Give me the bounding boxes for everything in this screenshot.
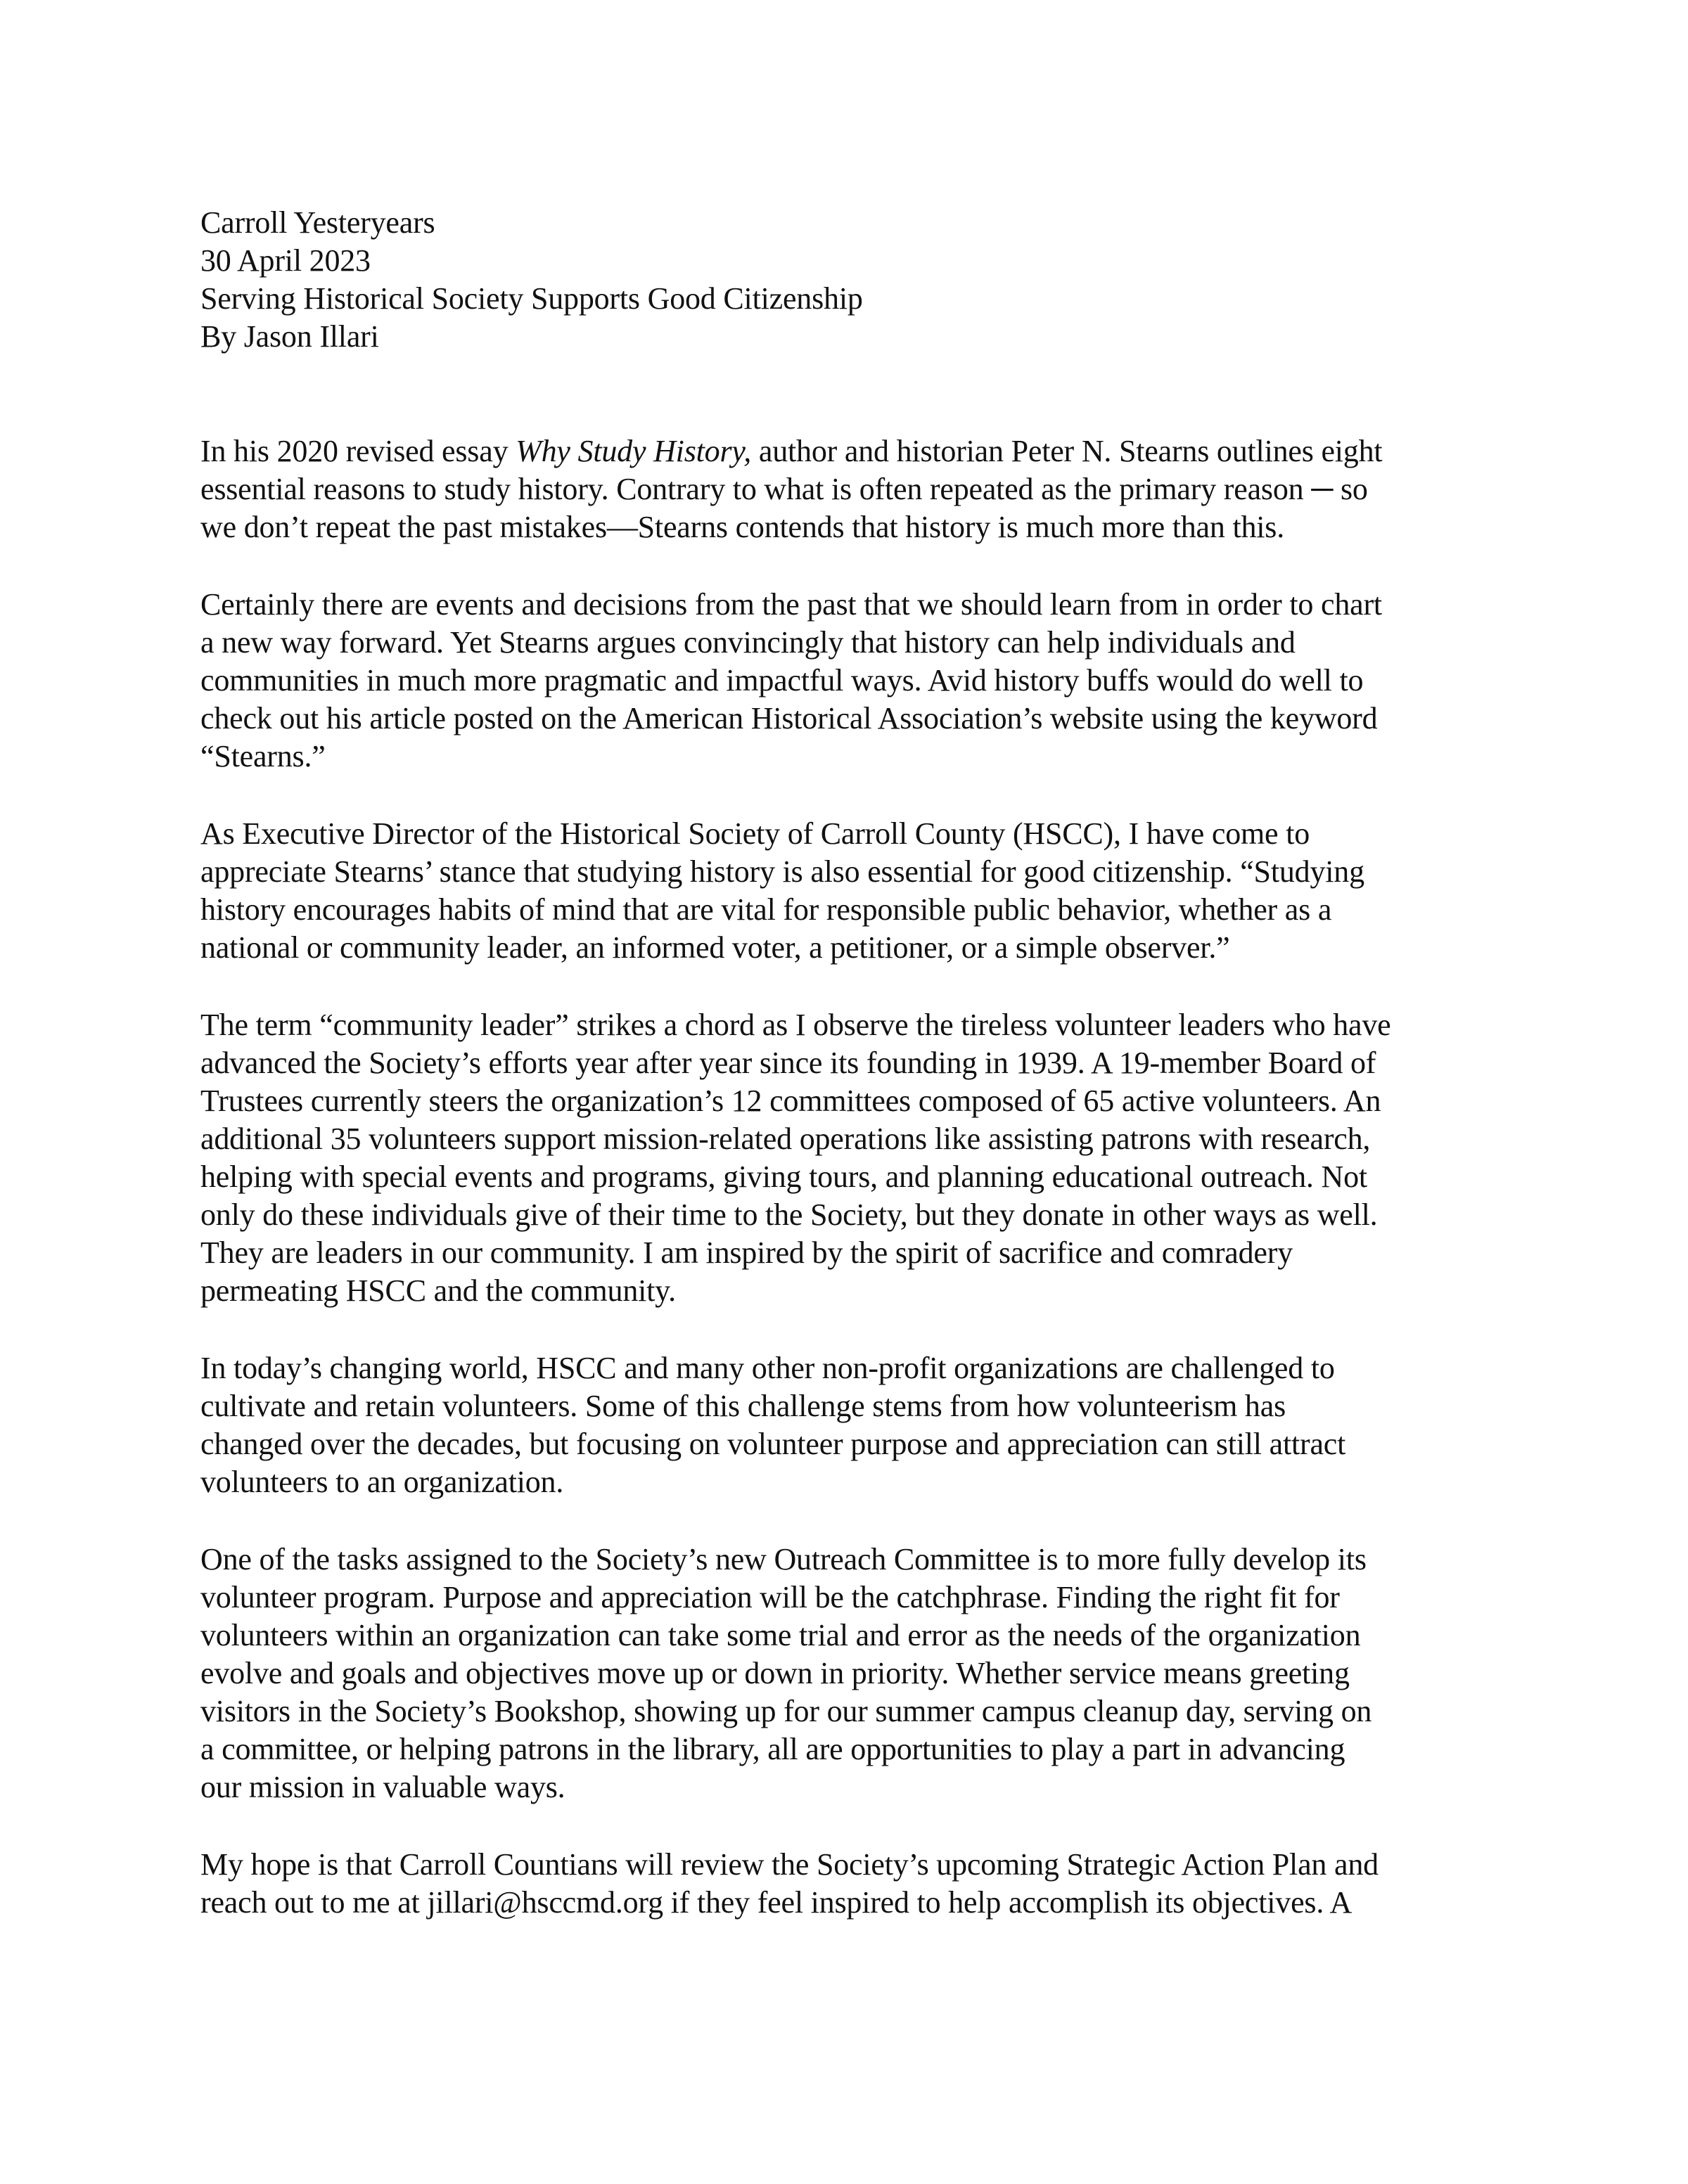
byline: By Jason Illari <box>200 319 379 354</box>
text-span: In his 2020 revised essay <box>200 434 516 468</box>
paragraph-line <box>200 432 1382 470</box>
paragraph-line: advanced the Society’s efforts year after year since its founding in 1939. A 19-member Board of <box>200 1046 1376 1080</box>
paragraph-line: appreciate Stearns’ stance that studying history is also essential for good citizenship. “Studying <box>200 854 1364 889</box>
paragraph-line: reach out to me at jillari@hsccmd.org if they feel inspired to help accomplish its objectives. A <box>200 1885 1353 1920</box>
paragraph-line: volunteer program. Purpose and appreciation will be the catchphrase. Finding the right fit for <box>200 1580 1340 1614</box>
paragraph-line: we don’t repeat the past mistakes—Stearns contends that history is much more than this. <box>200 510 1285 544</box>
paragraph-line: In today’s changing world, HSCC and many other non-profit organizations are challenged to <box>200 1351 1335 1385</box>
paragraph-line: “Stearns.” <box>200 739 326 773</box>
paragraph-line: One of the tasks assigned to the Society’s new Outreach Committee is to more fully develop its <box>200 1542 1367 1576</box>
paragraph-line: national or community leader, an informed voter, a petitioner, or a simple observer.” <box>200 930 1230 965</box>
paragraph-line: My hope is that Carroll Countians will review the Society’s upcoming Strategic Action Plan and <box>200 1847 1379 1882</box>
paragraph-line: a committee, or helping patrons in the library, all are opportunities to play a part in advancing <box>200 1732 1345 1766</box>
paragraph-line: The term “community leader” strikes a chord as I observe the tireless volunteer leaders who have <box>200 1008 1391 1042</box>
paragraph-line: only do these individuals give of their time to the Society, but they donate in other ways as well. <box>200 1197 1378 1232</box>
paragraph-line: permeating HSCC and the community. <box>200 1273 676 1308</box>
paragraph-line: helping with special events and programs, giving tours, and planning educational outreach. Not <box>200 1160 1367 1194</box>
article-title: Serving Historical Society Supports Good Citizenship <box>200 281 863 316</box>
paragraph-line: They are leaders in our community. I am inspired by the spirit of sacrifice and comradery <box>200 1235 1293 1270</box>
paragraph-line: As Executive Director of the Historical Society of Carroll County (HSCC), I have come to <box>200 816 1310 851</box>
paragraph-line: check out his article posted on the American Historical Association’s website using the keyword <box>200 701 1378 736</box>
publication-date: 30 April 2023 <box>200 243 371 278</box>
paragraph-line: volunteers to an organization. <box>200 1465 564 1499</box>
text-span: author and historian Peter N. Stearns outlines eight <box>751 434 1383 468</box>
paragraph-line: essential reasons to study history. Contrary to what is often repeated as the primary reason ─ so <box>200 472 1368 506</box>
paragraph-line: Trustees currently steers the organization’s 12 committees composed of 65 active volunteers. An <box>200 1084 1381 1118</box>
paragraph-line: Certainly there are events and decisions from the past that we should learn from in order to chart <box>200 587 1382 622</box>
paragraph-line: communities in much more pragmatic and impactful ways. Avid history buffs would do well to <box>200 663 1364 698</box>
paragraph-line: history encourages habits of mind that are vital for responsible public behavior, whether as a <box>200 892 1332 927</box>
paragraph-line: additional 35 volunteers support mission-related operations like assisting patrons with research, <box>200 1122 1371 1156</box>
paragraph-line: changed over the decades, but focusing on volunteer purpose and appreciation can still attract <box>200 1427 1346 1461</box>
paragraph-line: a new way forward. Yet Stearns argues convincingly that history can help individuals and <box>200 625 1296 660</box>
paragraph-line: cultivate and retain volunteers. Some of this challenge stems from how volunteerism has <box>200 1389 1286 1423</box>
paragraph-line: evolve and goals and objectives move up or down in priority. Whether service means greeting <box>200 1656 1350 1690</box>
essay-title-italic: Why Study History, <box>516 434 752 468</box>
paragraph-line: our mission in valuable ways. <box>200 1770 565 1804</box>
paragraph-line: volunteers within an organization can take some trial and error as the needs of the organization <box>200 1618 1361 1652</box>
paragraph-line: visitors in the Society’s Bookshop, showing up for our summer campus cleanup day, serving on <box>200 1694 1372 1728</box>
publication-name: Carroll Yesteryears <box>200 205 435 240</box>
